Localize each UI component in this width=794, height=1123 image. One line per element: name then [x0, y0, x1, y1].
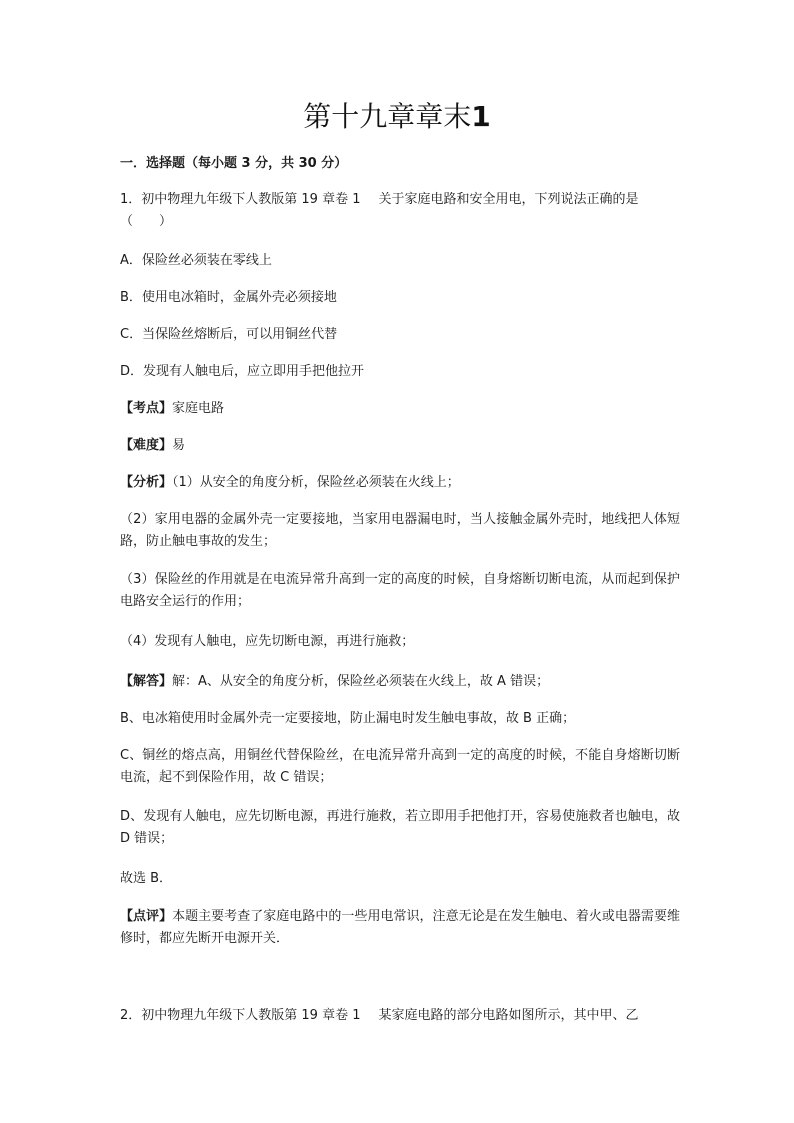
- kaodian-tag: 【考点】: [120, 401, 173, 416]
- fenxi-point-3: （3）保险丝的作用就是在电流异常升高到一定的高度的时候，自身熔断切断电流，从而起到保护电路安全运行的作用；: [120, 572, 680, 609]
- jieda-point-c: C、铜丝的熔点高，用铜丝代替保险丝，在电流异常升高到一定的高度的时候，不能自身熔断切断电流，起不到保险作用，故 C 错误；: [120, 748, 680, 785]
- fenxi-line-1: [120, 472, 680, 494]
- jieda-point-b: B、电冰箱使用时金属外壳一定要接地，防止漏电时发生触电事故，故 B 正确；: [120, 711, 576, 726]
- dianping-text: 本题主要考查了家庭电路中的一些用电常识，注意无论是在发生触电、着火或电器需要维修时，都应先断开电源开关．: [120, 909, 680, 946]
- jieda-tag: 【解答】: [120, 674, 173, 689]
- question-source: 初中物理九年级下人教版第 19 章卷 1: [141, 1008, 361, 1023]
- option-d: D．发现有人触电后，应立即用手把他拉开: [120, 364, 365, 379]
- fenxi-point-4: （4）发现有人触电，应先切断电源，再进行施救；: [120, 634, 415, 649]
- option-c: C．当保险丝熔断后，可以用铜丝代替: [120, 327, 338, 342]
- question-1-line-1: [120, 189, 680, 211]
- question-number: 2．: [120, 1008, 142, 1023]
- kaodian-line: [120, 398, 680, 420]
- question-source: 初中物理九年级下人教版第 19 章卷 1: [141, 192, 361, 207]
- jieda-line-1: [120, 671, 680, 693]
- answer-blank: （ ）: [120, 214, 173, 229]
- title-text: 第十九章章末: [303, 100, 472, 133]
- dianping-paragraph: [120, 906, 680, 950]
- fenxi-tag: 【分析】: [120, 475, 173, 490]
- question-stem: 某家庭电路的部分电路如图所示，其中甲、乙: [378, 1008, 639, 1023]
- option-a: A．保险丝必须装在零线上: [120, 253, 272, 268]
- fenxi-point-2: （2）家用电器的金属外壳一定要接地，当家用电器漏电时，当人接触金属外壳时，地线把人体短路，防止触电事故的发生；: [120, 512, 680, 549]
- title-number: 1: [471, 100, 491, 133]
- fenxi-point-1: （1）从安全的角度分析，保险丝必须装在火线上；: [172, 475, 460, 490]
- answer-line: 故选 B．: [120, 871, 173, 886]
- jieda-point-a: 解：A、从安全的角度分析，保险丝必须装在火线上，故 A 错误；: [172, 674, 550, 689]
- nandu-line: [120, 435, 680, 457]
- question-2-line-1: [120, 1005, 680, 1027]
- nandu-text: 易: [172, 438, 186, 453]
- dianping-tag: 【点评】: [120, 909, 173, 924]
- kaodian-text: 家庭电路: [172, 401, 225, 416]
- section-heading: 一．选择题（每小题 3 分，共 30 分）: [120, 156, 348, 171]
- question-number: 1．: [120, 192, 142, 207]
- nandu-tag: 【难度】: [120, 438, 173, 453]
- jieda-point-d: D、发现有人触电，应先切断电源，再进行施救，若立即用手把他打开，容易使施救者也触电，故 D 错误；: [120, 809, 680, 846]
- question-stem: 关于家庭电路和安全用电，下列说法正确的是: [378, 192, 639, 207]
- option-b: B．使用电冰箱时，金属外壳必须接地: [120, 290, 337, 305]
- page-title: [0, 97, 794, 137]
